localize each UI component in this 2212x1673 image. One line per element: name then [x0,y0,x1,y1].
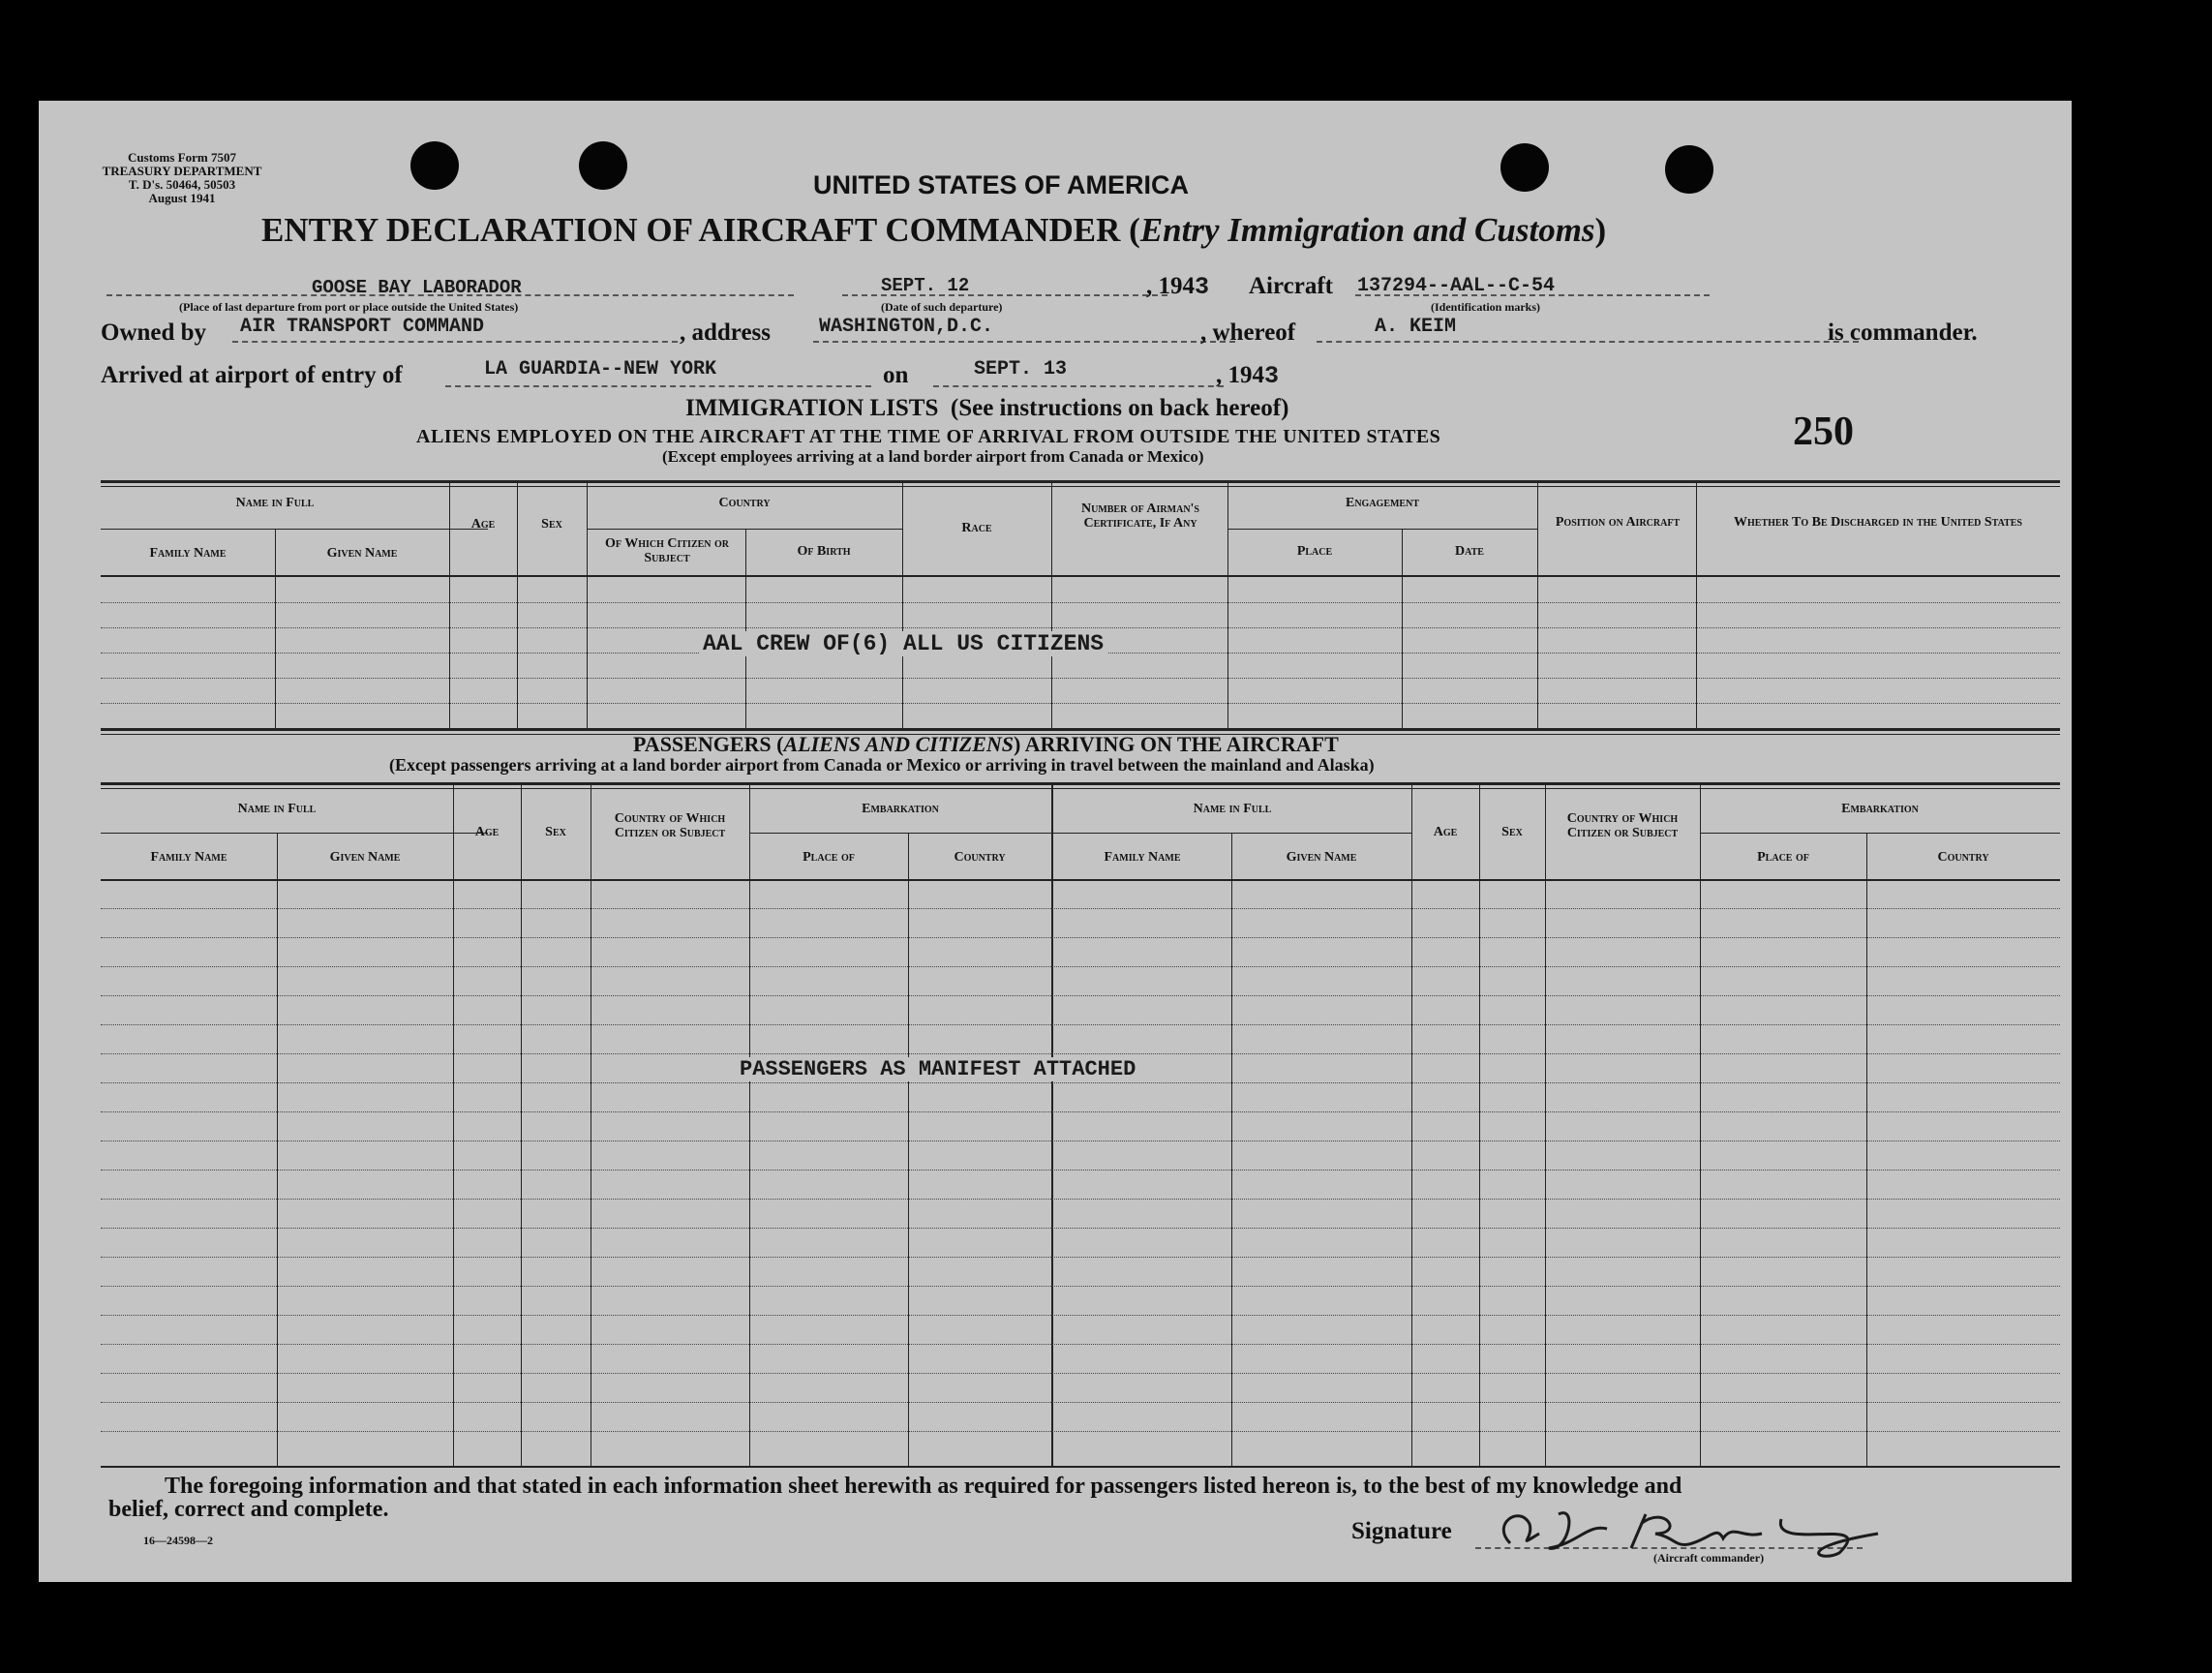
aliens-table-bottom [101,728,2060,731]
passengers-row-line [101,1257,2060,1258]
passengers-col-divider [749,785,750,1466]
signature-caption: (Aircraft commander) [1653,1551,1765,1565]
pass-col-sex: Sex [545,825,566,839]
passengers-header-bottom [101,879,2060,881]
passengers-note: (Except passengers arriving at a land border airport from Canada or Mexico or arriving in travel between the mainland and Alaska) [389,755,1375,775]
departure-year: , 1943 [1146,273,1210,301]
passengers-table-top-inner [101,788,2060,789]
aliens-col-citizen-of: Of Which Citizen or Subject [604,536,730,565]
passengers-heading: PASSENGERS (ALIENS AND CITIZENS) ARRIVING ON THE AIRCRAFT [633,732,1339,756]
aliens-col-divider [1537,483,1538,728]
passengers-row-line [101,1431,2060,1432]
aliens-row-line [101,627,2060,628]
aliens-col-divider [1696,483,1697,728]
owner: AIR TRANSPORT COMMAND [240,316,485,338]
pass-col-age: Age [474,825,500,839]
pass-col-family-name-2: Family Name [1104,850,1181,865]
arrival-date: SEPT. 13 [974,358,1068,380]
form-title: ENTRY DECLARATION OF AIRCRAFT COMMANDER (Entry Immigration and Customs) [261,211,1607,249]
pass-col-sex-2: Sex [1501,825,1523,839]
arrival-on-label: on [883,362,909,388]
aliens-col-airman-cert: Number of Airman's Certificate, If Any [1080,502,1199,531]
pass-col-name-in-full-2: Name in Full [1193,802,1272,816]
aliens-col-discharged: Whether To Be Discharged in the United States [1734,515,2022,530]
passengers-row-line [101,995,2060,996]
passengers-table-top [101,782,2060,785]
passengers-row-line [101,1315,2060,1316]
arrival-year: , 1943 [1216,362,1280,390]
aircraft-label: Aircraft [1249,273,1333,299]
arrival-airport-line [445,385,871,387]
pass-col-country: Country [954,850,1006,865]
passengers-row-line [101,1199,2060,1200]
aliens-country-subline [587,529,902,530]
pass-col-country-citizen-2: Country of Which Citizen or Subject [1566,811,1679,840]
td-refs: T. D's. 50464, 50503 [128,177,236,192]
pass-col-embarkation: Embarkation [862,802,939,816]
departure-place-caption: (Place of last departure from port or place outside the United States) [179,300,519,314]
pass-col-family-name: Family Name [150,850,227,865]
crew-note: AAL CREW OF(6) ALL US CITIZENS [699,631,1107,656]
passengers-row-line [101,1053,2060,1054]
aliens-heading: ALIENS EMPLOYED ON THE AIRCRAFT AT THE TIME OF ARRIVAL FROM OUTSIDE THE UNITED STATES [416,426,1441,447]
passengers-col-divider [277,833,278,1466]
aliens-col-divider [1051,483,1052,728]
passengers-col-divider [1411,785,1412,1466]
arrival-label: Arrived at airport of entry of [101,362,403,388]
aliens-col-name-in-full: Name in Full [235,496,315,510]
pass-col-given-name: Given Name [329,850,401,865]
whereof-label: , whereof [1200,319,1296,346]
aliens-engagement-subline [1227,529,1537,530]
punch-hole [1500,143,1549,192]
signature-label: Signature [1351,1518,1452,1544]
arrival-date-line [933,385,1224,387]
aliens-col-race: Race [961,521,992,535]
is-commander-label: is commander. [1828,319,1978,346]
passengers-embark2-subline [1700,833,2060,834]
aliens-col-position: Position on Aircraft [1555,515,1681,530]
passengers-col-divider [908,833,909,1466]
certification-line2: belief, correct and complete. [108,1497,389,1522]
punch-hole [410,141,459,190]
form-sheet [39,101,2072,1582]
passengers-embark-subline [749,833,1051,834]
passengers-col-divider [521,785,522,1466]
passengers-row-line [101,1286,2060,1287]
aliens-col-engagement-date: Date [1455,544,1484,559]
departure-date-caption: (Date of such departure) [881,300,1003,314]
passengers-row-line [101,1373,2060,1374]
print-code: 16—24598—2 [143,1534,213,1547]
passengers-row-line [101,1228,2060,1229]
aircraft-caption: (Identification marks) [1431,300,1540,314]
certification-line1: The foregoing information and that stated in each information sheet herewith as required for passengers listed hereon is, to the best of my knowledge and [165,1474,1682,1499]
aliens-table-top [101,480,2060,483]
aliens-col-country: Country [718,496,771,510]
owned-by-label: Owned by [101,319,207,346]
passengers-row-line [101,1344,2060,1345]
address-line [813,341,1235,343]
aliens-row-line [101,703,2060,704]
passengers-name2-subline [1053,833,1411,834]
department: TREASURY DEPARTMENT [102,164,262,178]
departure-date: SEPT. 12 [881,275,970,296]
departure-place: GOOSE BAY LABORADOR [312,277,522,298]
pass-col-place-of: Place of [803,850,855,865]
passengers-col-divider [453,785,454,1466]
aliens-table-top-inner [101,486,2060,487]
form-id-block [95,151,269,205]
aliens-col-given-name: Given Name [326,546,398,561]
passengers-table-bottom [101,1466,2060,1468]
pass-col-country-2: Country [1937,850,1989,865]
pass-col-name-in-full: Name in Full [237,802,317,816]
passengers-row-line [101,937,2060,938]
pass-col-embarkation-2: Embarkation [1841,802,1919,816]
commander-name: A. KEIM [1375,316,1457,338]
form-date: August 1941 [148,191,216,205]
owner-address: WASHINGTON,D.C. [819,316,994,338]
address-label: , address [680,319,772,346]
passengers-row-line [101,1170,2060,1171]
passengers-col-divider [1866,833,1867,1466]
passengers-row-line [101,1024,2060,1025]
arrival-airport: LA GUARDIA--NEW YORK [484,358,717,380]
passengers-col-divider [1231,833,1232,1466]
immigration-title: IMMIGRATION LISTS (See instructions on back hereof) [685,395,1289,421]
passengers-row-line [101,1402,2060,1403]
passengers-row-line [101,1082,2060,1083]
punch-hole [1665,145,1713,194]
aliens-col-divider [587,483,588,728]
aircraft-id: 137294--AAL--C-54 [1357,275,1556,297]
aliens-row-line [101,602,2060,603]
commander-line [1317,341,1859,343]
passengers-col-divider [1479,785,1480,1466]
passengers-col-divider [1700,785,1701,1466]
pass-col-age-2: Age [1433,825,1458,839]
passengers-row-line [101,1111,2060,1112]
passengers-col-divider [1051,785,1053,1466]
aliens-col-of-birth: Of Birth [797,544,851,559]
aliens-col-engagement-place: Place [1296,544,1333,559]
aliens-col-family-name: Family Name [149,546,227,561]
aliens-col-engagement: Engagement [1345,496,1419,510]
passengers-col-divider [1545,785,1546,1466]
country-heading: UNITED STATES OF AMERICA [813,170,1189,199]
form-number: Customs Form 7507 [128,150,236,165]
aliens-col-sex: Sex [541,517,562,532]
stamp-number: 250 [1793,410,1854,454]
passengers-row-line [101,908,2060,909]
aliens-col-divider [1227,483,1228,728]
pass-col-place-of-2: Place of [1757,850,1809,865]
punch-hole [579,141,627,190]
owner-line [232,341,678,343]
aliens-note: (Except employees arriving at a land border airport from Canada or Mexico) [662,447,1204,466]
aliens-name-subline [101,529,488,530]
pass-col-given-name-2: Given Name [1286,850,1357,865]
passengers-name-subline [101,833,488,834]
aliens-col-divider [902,483,903,728]
manifest-note: PASSENGERS AS MANIFEST ATTACHED [736,1057,1139,1081]
passengers-row-line [101,966,2060,967]
aliens-header-bottom [101,575,2060,577]
aliens-col-age: Age [470,517,496,532]
pass-col-country-citizen: Country of Which Citizen or Subject [614,811,726,840]
aliens-row-line [101,678,2060,679]
